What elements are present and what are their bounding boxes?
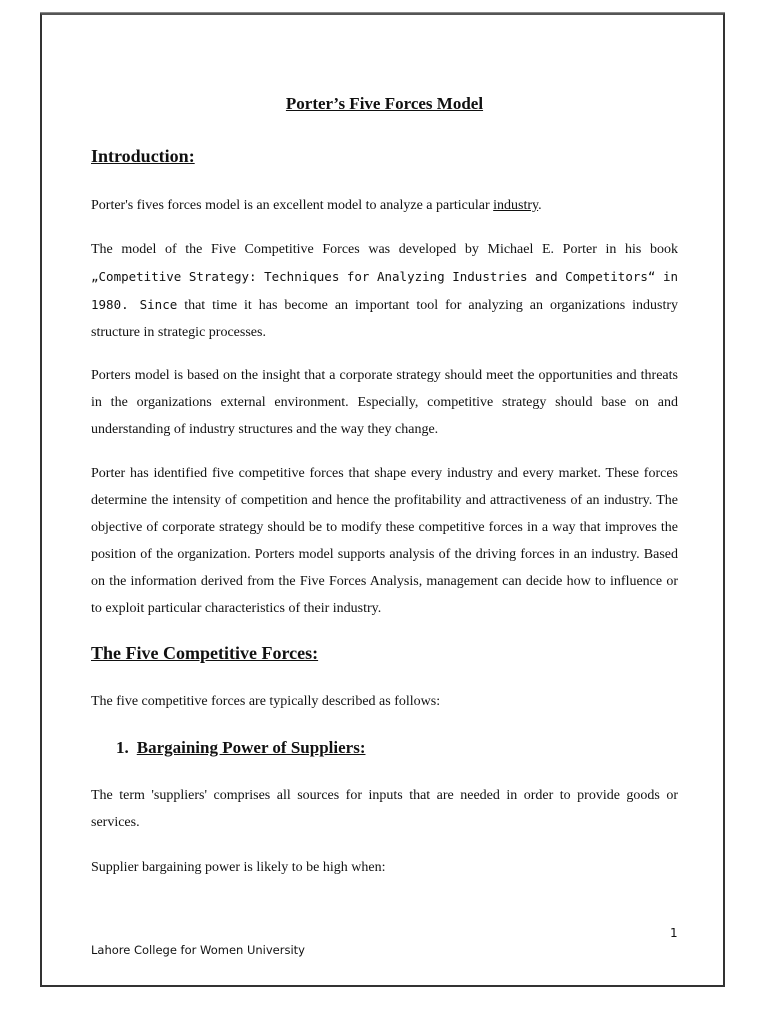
industry-link[interactable]: industry xyxy=(493,198,539,213)
page-number: 1 xyxy=(670,926,678,940)
list-item-suppliers-heading xyxy=(116,738,365,758)
list-item-label: Bargaining Power of Suppliers: xyxy=(136,738,366,757)
paragraph-intro-text: Porter's fives forces model is an excellent model to analyze a particular xyxy=(91,198,494,213)
paragraph-model-history xyxy=(91,236,678,346)
list-number: 1. xyxy=(116,738,129,757)
paragraph-forces-intro: The five competitive forces are typically described as follows: xyxy=(91,694,441,709)
paragraph-corporate-strategy: Porters model is based on the insight that a corporate strategy should meet the opportunities and threats in the organizations external environment. Especially, competitive strategy should base on and understanding of industry structures and the way they change. xyxy=(91,368,678,437)
paragraph-intro xyxy=(91,192,678,219)
introduction-heading: Introduction: xyxy=(91,146,195,166)
paragraph-five-forces-overview: Porter has identified five competitive forces that shape every industry and every market. These forces determine the intensity of competition and hence the profitability and attractiveness of an industry. The objective of corporate strategy should be to modify these competitive forces in a way that improves the position of the organization. Porters model supports analysis of the driving forces in an industry. Based on the information derived from the Five Forces Analysis, management can decide how to influence or to exploit particular characteristics of their industry. xyxy=(91,466,678,616)
paragraph-supplier-power: Supplier bargaining power is likely to be high when: xyxy=(91,860,386,875)
footer-institution: Lahore College for Women University xyxy=(91,943,305,957)
paragraph-intro-end: . xyxy=(538,198,542,213)
paragraph-model-history-part2: that time it has become an important tool for analyzing an organizations industry structure in strategic processes. xyxy=(91,298,678,340)
document-title: Porter’s Five Forces Model xyxy=(285,94,484,113)
book-title-text: „Competitive Strategy: Techniques for Analyzing Industries and Competitors“ in 1980. Since xyxy=(91,269,678,312)
paragraph-suppliers-definition: The term 'suppliers' comprises all sources for inputs that are needed in order to provide goods or services. xyxy=(91,788,678,830)
paragraph-model-history-part1: The model of the Five Competitive Forces was developed by Michael E. Porter in his book xyxy=(91,242,678,257)
five-forces-heading: The Five Competitive Forces: xyxy=(91,643,319,663)
